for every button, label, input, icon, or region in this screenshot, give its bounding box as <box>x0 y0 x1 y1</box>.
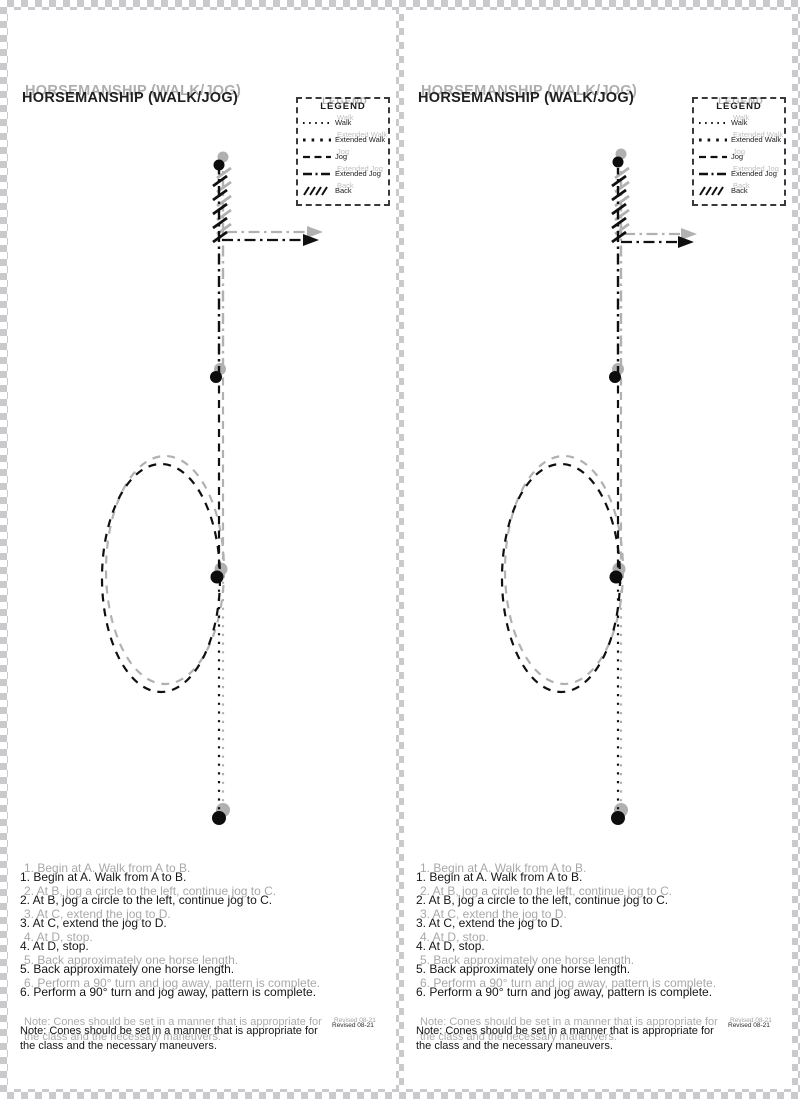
instruction-item: 4. At D, stop. <box>416 939 485 953</box>
cones-note: Note: Cones should be set in a manner that is appropriate for the class and the necessary maneuvers. <box>416 1025 714 1052</box>
legend-label: Jog <box>731 151 744 161</box>
instruction-item: 5. Back approximately one horse length. <box>20 962 235 976</box>
legend-label: Walk <box>731 117 748 127</box>
legend-label: Back <box>335 185 352 195</box>
legend-label: Back <box>731 185 748 195</box>
instruction-item: 2. At B, jog a circle to the left, continue jog to C. <box>416 893 669 907</box>
instruction-item: 1. Begin at A. Walk from A to B. <box>20 870 187 884</box>
instruction-item: 5. Back approximately one horse length. <box>416 962 631 976</box>
instruction-item: 4. At D, stop. <box>20 939 89 953</box>
legend-title: LEGEND <box>716 101 762 112</box>
revision-stamp: Revised 08-21 <box>728 1022 770 1029</box>
instruction-item: 3. At C, extend the jog to D. <box>416 916 563 930</box>
page-title: HORSEMANSHIP (WALK/JOG) <box>418 90 635 106</box>
legend-label: Jog <box>335 151 348 161</box>
instruction-item: 6. Perform a 90° turn and jog away, pattern is complete. <box>416 985 713 999</box>
revision-stamp: Revised 08-21 <box>332 1022 374 1029</box>
legend-label: Extended Jog <box>731 168 777 178</box>
instruction-item: 6. Perform a 90° turn and jog away, pattern is complete. <box>20 985 317 999</box>
page-title: HORSEMANSHIP (WALK/JOG) <box>22 90 239 106</box>
legend-label: Walk <box>335 117 352 127</box>
instruction-item: 1. Begin at A. Walk from A to B. <box>416 870 583 884</box>
page-right <box>404 10 792 1089</box>
legend-label: Extended Walk <box>335 134 386 144</box>
legend-label: Extended Walk <box>731 134 782 144</box>
page-left <box>8 10 396 1089</box>
instruction-list <box>416 866 788 1004</box>
legend-title: LEGEND <box>320 101 366 112</box>
cones-note: Note: Cones should be set in a manner that is appropriate for the class and the necessary maneuvers. <box>20 1025 318 1052</box>
instruction-item: 2. At B, jog a circle to the left, continue jog to C. <box>20 893 273 907</box>
instruction-list <box>20 866 392 1004</box>
instruction-item: 3. At C, extend the jog to D. <box>20 916 167 930</box>
legend-label: Extended Jog <box>335 168 381 178</box>
